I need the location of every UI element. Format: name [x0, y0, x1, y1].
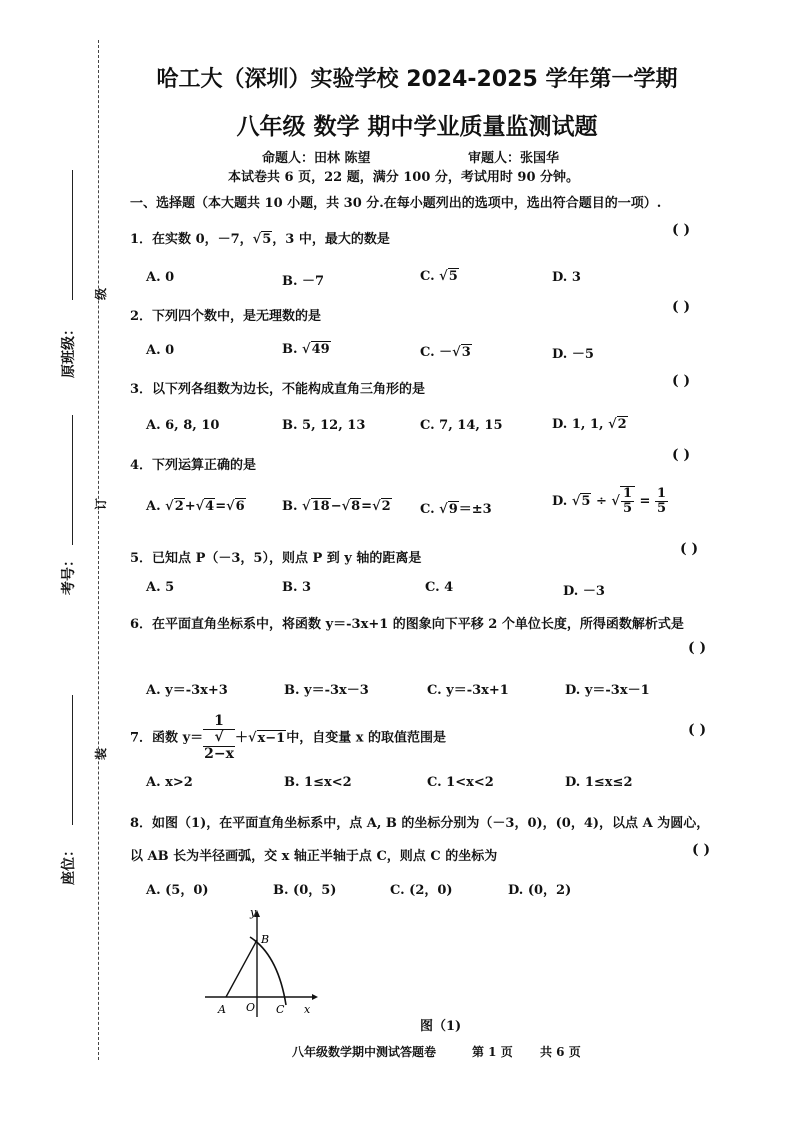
question-8-line1: 8．如图（1)，在平面直角坐标系中，点 A, B 的坐标分别为（－3，0)，(0，4)，以点 A 为圆心， [130, 816, 710, 831]
label-x: x [304, 1003, 311, 1016]
authors: 命题人：田林 陈望 [262, 151, 371, 166]
question-3-option-c[interactable]: C. 7, 14, 15 [420, 418, 503, 433]
question-3-option-d[interactable]: D. 1, 1, √2 [552, 417, 627, 432]
binding-cut-line [98, 40, 99, 1060]
question-2-option-a[interactable]: A. 0 [146, 343, 175, 358]
question-3-stem: 3．以下列各组数为边长，不能构成直角三角形的是 [130, 382, 426, 397]
question-4-option-c[interactable]: C. √9＝±3 [420, 502, 492, 517]
question-4-stem: 4．下列运算正确的是 [130, 458, 257, 473]
question-7-answer-blank[interactable]: ( ) [688, 722, 707, 738]
question-5-option-a[interactable]: A. 5 [146, 580, 175, 595]
class-label: 原班级： [61, 322, 77, 378]
binding-char-zhuang: 装 [94, 747, 108, 760]
question-2-stem: 2．下列四个数中，是无理数的是 [130, 309, 322, 324]
question-5-option-c[interactable]: C. 4 [425, 580, 454, 595]
question-8-line2: 以 AB 长为半径画弧，交 x 轴正半轴于点 C，则点 C 的坐标为 [130, 849, 498, 864]
question-7-option-c[interactable]: C. 1<x<2 [427, 775, 494, 790]
exam-title-line1: 哈工大（深圳）实验学校 2024-2025 学年第一学期 [156, 67, 678, 92]
question-1-option-b[interactable]: B. －7 [282, 274, 325, 289]
question-8-option-c[interactable]: C. (2，0) [390, 883, 453, 898]
question-2-option-b[interactable]: B. √49 [282, 342, 330, 357]
figure-1-caption: 图（1) [420, 1019, 462, 1034]
question-6-option-d[interactable]: D. y＝-3x－1 [565, 683, 650, 698]
figure-1-diagram [200, 905, 330, 1025]
question-5-option-b[interactable]: B. 3 [282, 580, 312, 595]
question-4-option-b[interactable]: B. √18−√8=√2 [282, 499, 391, 514]
question-7-option-a[interactable]: A. x>2 [146, 775, 193, 790]
seat-write-line [72, 695, 73, 825]
question-2-option-d[interactable]: D. －5 [552, 347, 594, 362]
seat-label: 座位： [61, 843, 77, 885]
question-5-option-d[interactable]: D. －3 [563, 584, 605, 599]
question-3-answer-blank[interactable]: ( ) [672, 373, 691, 389]
section-title: 一、选择题（本大题共 10 小题，共 30 分.在每小题列出的选项中，选出符合题目的一项）. [130, 196, 662, 211]
question-5-answer-blank[interactable]: ( ) [680, 541, 699, 557]
question-2-answer-blank[interactable]: ( ) [672, 299, 691, 315]
segment-ab [226, 940, 257, 997]
question-3-option-a[interactable]: A. 6, 8, 10 [146, 418, 220, 433]
exam-no-label: 考号： [61, 553, 77, 595]
question-1-option-a[interactable]: A. 0 [146, 270, 175, 285]
question-7-option-b[interactable]: B. 1≤x<2 [284, 775, 352, 790]
question-8-option-a[interactable]: A. (5，0) [146, 883, 209, 898]
footer-title: 八年级数学期中测试答题卷 [292, 1045, 437, 1059]
footer-total: 共 6 页 [540, 1045, 581, 1059]
binding-char-ding: 订 [94, 497, 108, 510]
exam-title-line2: 八年级 数学 期中学业质量监测试题 [236, 114, 598, 140]
question-4-option-d[interactable]: D. √5 ÷ √ $\frac{1}{5}$ = $\frac{1}{5}$ [552, 485, 667, 517]
question-7-option-d[interactable]: D. 1≤x≤2 [565, 775, 633, 790]
x-axis-arrow [312, 994, 318, 1000]
question-1-option-c[interactable]: C. √5 [420, 269, 458, 284]
question-1-stem: 1．在实数 0，－7，√5，3 中，最大的数是 [130, 232, 390, 247]
question-3-option-b[interactable]: B. 5, 12, 13 [282, 418, 366, 433]
label-b: B [261, 933, 270, 946]
reviewer: 审题人：张国华 [468, 151, 560, 166]
question-6-option-c[interactable]: C. y＝-3x+1 [427, 683, 509, 698]
binding-char-ji: 级 [94, 287, 108, 300]
question-4-option-a[interactable]: A. √2+√4=√6 [146, 499, 245, 514]
class-write-line [72, 170, 73, 300]
question-1-answer-blank[interactable]: ( ) [672, 222, 691, 238]
exam-info: 本试卷共 6 页，22 题，满分 100 分，考试用时 90 分钟。 [228, 170, 580, 185]
question-6-answer-blank[interactable]: ( ) [688, 640, 707, 656]
question-2-option-c[interactable]: C. －√3 [420, 345, 471, 360]
question-5-stem: 5．已知点 P（－3，5），则点 P 到 y 轴的距离是 [130, 551, 422, 566]
question-1-option-d[interactable]: D. 3 [552, 270, 581, 285]
question-8-answer-blank[interactable]: ( ) [692, 842, 711, 858]
question-8-option-b[interactable]: B. (0，5) [273, 883, 337, 898]
label-c: C [276, 1003, 285, 1016]
question-8-option-d[interactable]: D. (0，2) [508, 883, 572, 898]
label-o: O [246, 1001, 256, 1014]
question-6-stem: 6．在平面直角坐标系中，将函数 y＝-3x+1 的图象向下平移 2 个单位长度，所得函数解析式是 [130, 617, 684, 632]
arc-bc [250, 937, 286, 1005]
question-4-answer-blank[interactable]: ( ) [672, 447, 691, 463]
question-7-stem: 7．函数 y＝ 1 √ 2−x ＋√x−1中，自变量 x 的取值范围是 [130, 713, 447, 762]
question-6-option-a[interactable]: A. y＝-3x+3 [146, 683, 228, 698]
footer-page: 第 1 页 [472, 1045, 513, 1059]
label-y: y [250, 906, 257, 919]
label-a: A [218, 1003, 226, 1016]
exam-no-write-line [72, 415, 73, 545]
question-6-option-b[interactable]: B. y＝-3x－3 [284, 683, 369, 698]
